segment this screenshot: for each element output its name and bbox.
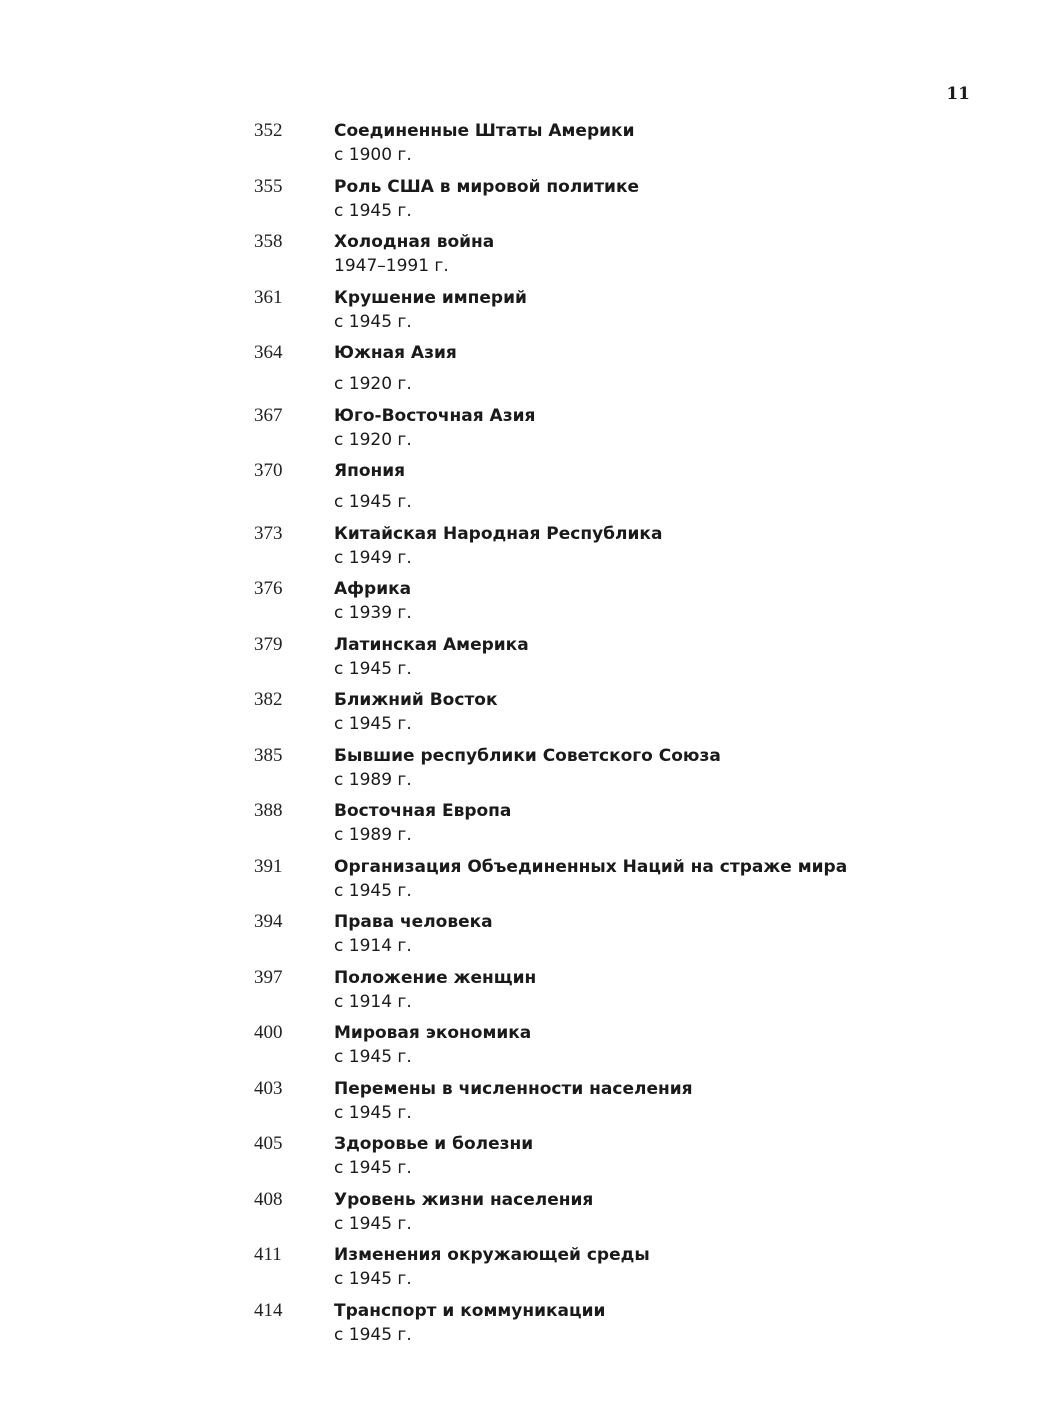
entry-page-number: 361: [254, 286, 283, 308]
entry-page-number: 400: [254, 1022, 283, 1043]
entry-text: [334, 633, 954, 689]
entry-title: Южная Азия: [334, 343, 457, 363]
entry-period: с 1900 г.: [334, 145, 412, 165]
entry-title: Африка: [334, 579, 412, 599]
entry-text: [334, 1243, 954, 1299]
entry-period: с 1945 г.: [334, 1102, 412, 1123]
entry-text: [334, 966, 954, 1022]
toc-entry[interactable]: [254, 799, 954, 855]
entry-page-number: 364: [254, 342, 283, 363]
toc-entry[interactable]: [254, 1077, 954, 1133]
entry-period: с 1945 г.: [334, 1158, 412, 1178]
entry-period: с 1920 г.: [334, 374, 412, 394]
entry-text: [334, 1188, 954, 1244]
entry-text: [334, 1132, 954, 1188]
entry-page-number: 358: [254, 231, 283, 252]
entry-text: [334, 286, 954, 342]
entry-title: Транспорт и коммуникации: [334, 1300, 606, 1321]
entry-period: с 1945 г.: [334, 714, 412, 734]
entry-title: Восточная Европа: [334, 801, 512, 821]
entry-title: Япония: [334, 461, 406, 481]
entry-title: Юго-Восточная Азия: [334, 405, 536, 426]
entry-page-number: 382: [254, 689, 283, 710]
entry-period: с 1914 г.: [334, 991, 412, 1012]
entry-page-number: 385: [254, 744, 283, 766]
toc-entry[interactable]: [254, 910, 954, 966]
entry-page-number: 405: [254, 1133, 283, 1154]
entry-period: с 1949 г.: [334, 547, 412, 568]
entry-title: Крушение империй: [334, 287, 527, 308]
entry-period: с 1945 г.: [334, 200, 412, 221]
entry-title: Китайская Народная Республика: [334, 523, 663, 544]
toc-entry[interactable]: [254, 119, 954, 175]
entry-page-number: 403: [254, 1077, 283, 1099]
toc-entry[interactable]: [254, 1021, 954, 1077]
entry-page-number: 355: [254, 175, 283, 197]
entry-period: с 1989 г.: [334, 825, 412, 845]
entry-text: [334, 1077, 954, 1133]
toc-entry[interactable]: [254, 286, 954, 342]
entry-title: Изменения окружающей среды: [334, 1245, 650, 1265]
entry-title: Холодная война: [334, 232, 495, 252]
entry-text: [334, 910, 954, 966]
entry-period: с 1939 г.: [334, 603, 412, 623]
entry-text: [334, 404, 954, 460]
entry-page-number: 379: [254, 633, 283, 655]
toc-entry[interactable]: [254, 633, 954, 689]
entry-page-number: 394: [254, 911, 283, 932]
entry-title: Права человека: [334, 912, 493, 932]
page-number: 11: [946, 84, 970, 104]
entry-text: [334, 1299, 954, 1355]
toc-entry[interactable]: [254, 175, 954, 231]
entry-period: 1947–1991 г.: [334, 256, 449, 276]
entry-text: [334, 744, 954, 800]
toc-entry[interactable]: [254, 855, 954, 911]
entry-page-number: 414: [254, 1299, 283, 1321]
entry-page-number: 388: [254, 800, 283, 821]
toc-entry[interactable]: [254, 1188, 954, 1244]
entry-text: [334, 230, 954, 286]
entry-period: с 1945 г.: [334, 880, 412, 901]
entry-period: с 1945 г.: [334, 311, 412, 332]
entry-period: с 1945 г.: [334, 1324, 412, 1345]
entry-page-number: 408: [254, 1188, 283, 1210]
entry-text: [334, 577, 954, 633]
entry-period: с 1945 г.: [334, 1269, 412, 1289]
entry-page-number: 391: [254, 855, 283, 877]
toc-entry[interactable]: [254, 522, 954, 578]
toc-entry[interactable]: [254, 688, 954, 744]
toc-entry[interactable]: [254, 577, 954, 633]
entry-text: [334, 799, 954, 855]
entry-period: с 1989 г.: [334, 769, 412, 790]
entry-period: с 1945 г.: [334, 1213, 412, 1234]
entry-title: Мировая экономика: [334, 1023, 532, 1043]
entry-page-number: 367: [254, 404, 283, 426]
entry-title: Организация Объединенных Наций на страже мира: [334, 856, 848, 877]
toc-entry[interactable]: [254, 1243, 954, 1299]
entry-title: Латинская Америка: [334, 634, 529, 655]
entry-text: [334, 459, 954, 522]
toc-entry[interactable]: [254, 744, 954, 800]
entry-period: с 1945 г.: [334, 658, 412, 679]
entry-title: Положение женщин: [334, 967, 537, 988]
toc-entry[interactable]: [254, 459, 954, 522]
entry-text: [334, 855, 954, 911]
toc-entry[interactable]: [254, 341, 954, 404]
entry-text: [334, 341, 954, 404]
entry-text: [334, 522, 954, 578]
entry-title: Бывшие республики Советского Союза: [334, 745, 721, 766]
entry-text: [334, 119, 954, 175]
entry-page-number: 352: [254, 120, 283, 141]
toc-entry[interactable]: [254, 966, 954, 1022]
entry-title: Перемены в численности населения: [334, 1078, 693, 1099]
entry-title: Роль США в мировой политике: [334, 176, 640, 197]
toc-entry[interactable]: [254, 404, 954, 460]
entry-period: с 1945 г.: [334, 1047, 412, 1067]
entry-text: [334, 175, 954, 231]
entry-title: Уровень жизни населения: [334, 1189, 594, 1210]
entry-period: с 1920 г.: [334, 429, 412, 450]
entry-period: с 1945 г.: [334, 492, 412, 512]
entry-period: с 1914 г.: [334, 936, 412, 956]
toc-entry[interactable]: [254, 1299, 954, 1355]
entry-title: Ближний Восток: [334, 690, 498, 710]
entry-page-number: 373: [254, 522, 283, 544]
table-of-contents: [254, 119, 954, 1354]
entry-page-number: 411: [254, 1244, 282, 1265]
toc-entry[interactable]: [254, 1132, 954, 1188]
entry-page-number: 397: [254, 966, 283, 988]
entry-page-number: 370: [254, 460, 283, 481]
entry-page-number: 376: [254, 578, 283, 599]
toc-entry[interactable]: [254, 230, 954, 286]
entry-text: [334, 688, 954, 744]
entry-title: Здоровье и болезни: [334, 1134, 534, 1154]
entry-text: [334, 1021, 954, 1077]
entry-title: Соединенные Штаты Америки: [334, 121, 635, 141]
